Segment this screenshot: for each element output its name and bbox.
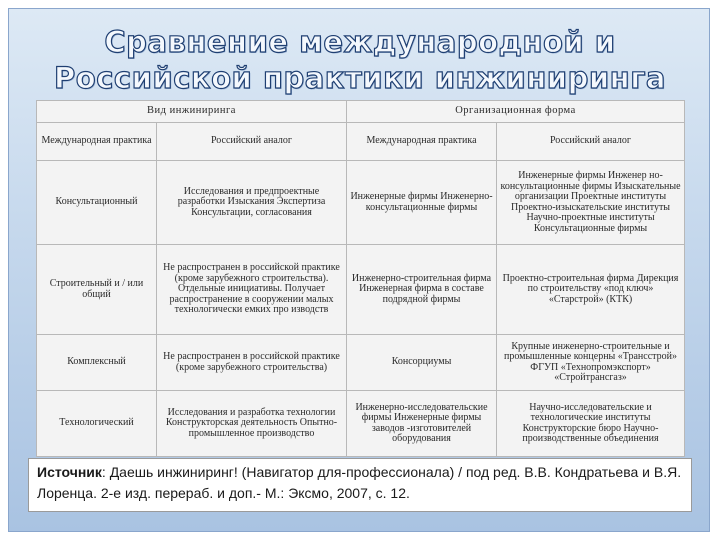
cell-ru-form: Проектно-строительная фирма Дирекция по строительству «под ключ» «Старстрой» (КТК): [497, 245, 685, 335]
group-header-type: Вид инжиниринга: [37, 101, 347, 123]
cell-ru-type: Не распространен в российской практике (кроме зарубежного строительства). Отдельные инициативы. Получает распространение в сооружении малых технологически емких про изводств: [157, 245, 347, 335]
col-header-ru-type: Российский аналог: [157, 123, 347, 161]
cell-intl-type: Консультационный: [37, 161, 157, 245]
cell-ru-type: Не распространен в российской практике (кроме зарубежного строительства): [157, 335, 347, 391]
cell-intl-type: Технологический: [37, 391, 157, 457]
source-citation: [28, 458, 692, 512]
table-row: [37, 391, 685, 457]
col-header-intl-type: Международная практика: [37, 123, 157, 161]
cell-ru-type: Исследования и предпроектные разработки Изыскания Экспертиза Консультации, согласования: [157, 161, 347, 245]
source-label: Источник: [37, 464, 102, 480]
column-header-row: [37, 123, 685, 161]
cell-intl-type: Строительный и / или общий: [37, 245, 157, 335]
cell-intl-form: Инженерно-исследовательские фирмы Инженерные фирмы заводов -изготовителей оборудования: [347, 391, 497, 457]
col-header-ru-form: Российский аналог: [497, 123, 685, 161]
title-line-1: Сравнение международной и: [104, 25, 616, 59]
table-row: [37, 161, 685, 245]
cell-ru-type: Исследования и разработка технологии Конструкторская деятельность Опытно-промышленное производство: [157, 391, 347, 457]
source-text: : Даешь инжиниринг! (Навигатор для-профессионала) / под ред. В.В. Кондратьева и В.Я. Лоренца. 2-е изд. перераб. и доп.- М.: Эксмо, 2007, с. 12.: [37, 464, 682, 501]
table-row: [37, 335, 685, 391]
cell-intl-form: Инженерные фирмы Инженерно-консультационные фирмы: [347, 161, 497, 245]
cell-intl-type: Комплексный: [37, 335, 157, 391]
cell-intl-form: Консорциумы: [347, 335, 497, 391]
cell-ru-form: Инженерные фирмы Инженер но-консультационные фирмы Изыскательные организации Проектные институты Проектно-изыскательские институты Научно-проектные институты Консультационные фирмы: [497, 161, 685, 245]
cell-ru-form: Научно-исследовательские и технологические институты Конструкторские бюро Научно-производственные объединения: [497, 391, 685, 457]
cell-intl-form: Инженерно-строительная фирма Инженерная фирма в составе подрядной фирмы: [347, 245, 497, 335]
slide-title: [0, 24, 720, 96]
table-row: [37, 245, 685, 335]
comparison-table: [36, 100, 685, 457]
group-header-row: [37, 101, 685, 123]
col-header-intl-form: Международная практика: [347, 123, 497, 161]
group-header-form: Организационная форма: [347, 101, 685, 123]
cell-ru-form: Крупные инженерно-строительные и промышленные концерны «Трансстрой» ФГУП «Технопромэкспорт» «Стройтрансгаз»: [497, 335, 685, 391]
title-line-2: Российской практики инжиниринга: [54, 61, 666, 95]
